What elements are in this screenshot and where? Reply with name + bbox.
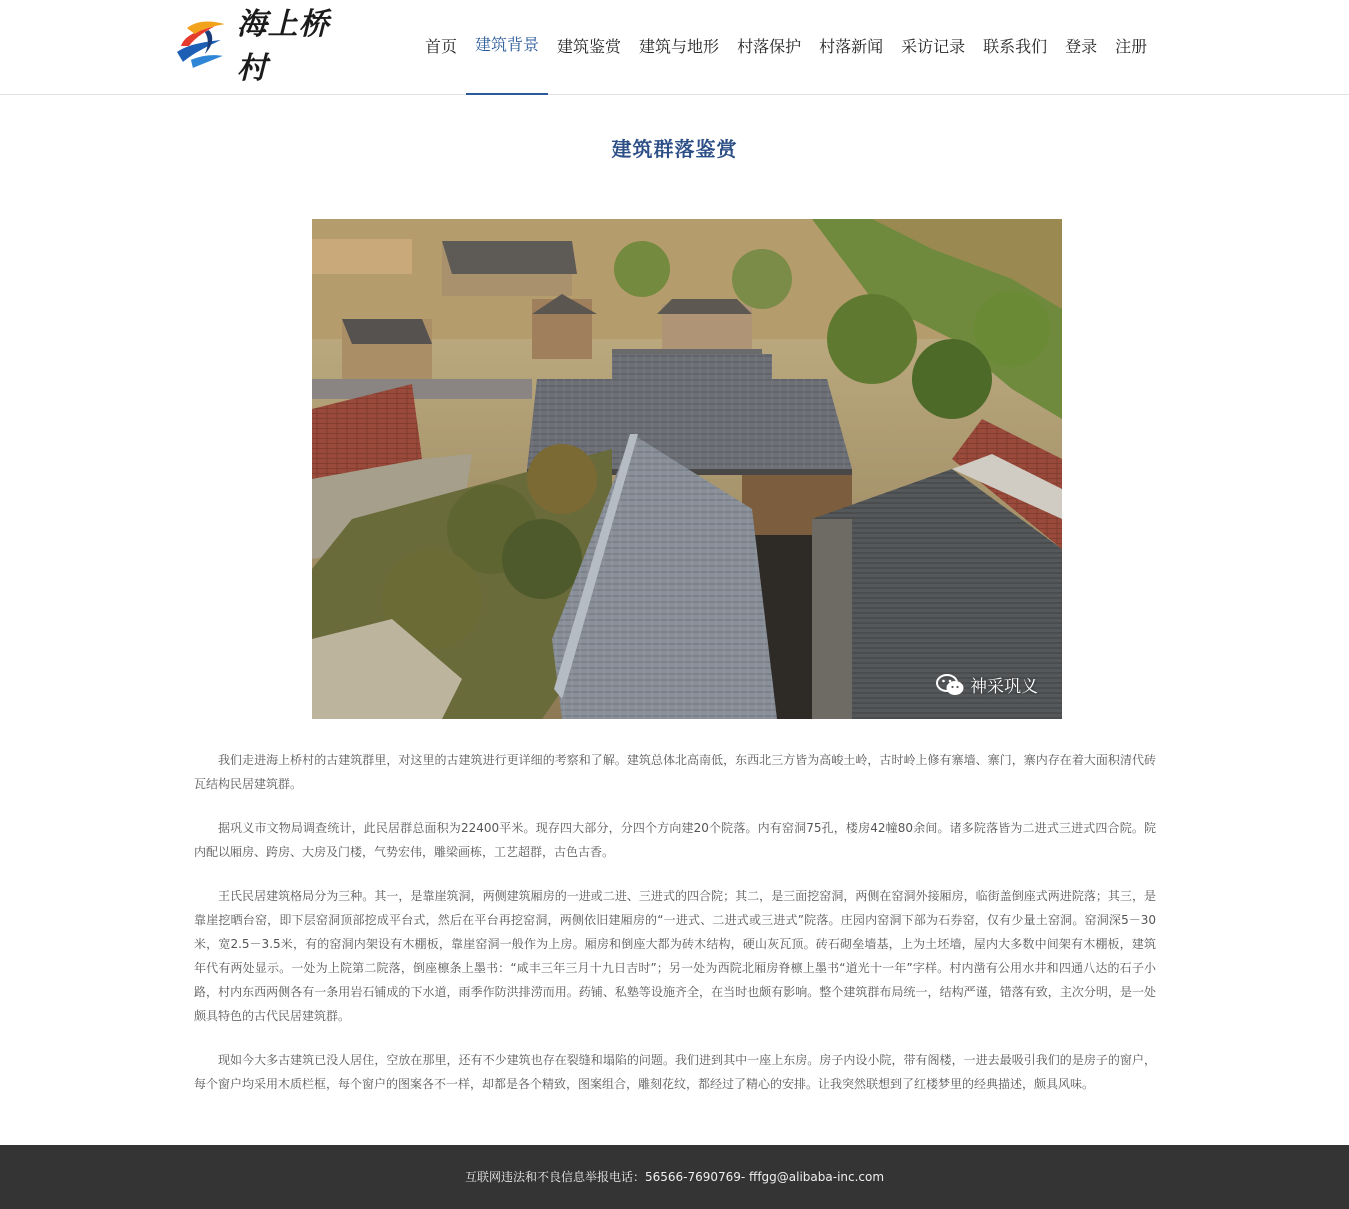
site-footer <box>0 1145 1349 1209</box>
article-paragraph: 我们走进海上桥村的古建筑群里，对这里的古建筑进行更详细的考察和了解。建筑总体北高南低，东西北三方皆为高峻土岭，古时岭上修有寨墙、寨门，寨内存在着大面积清代砖瓦结构民居建筑群。 <box>194 753 1156 791</box>
logo-emblem-icon <box>175 16 231 70</box>
site-header <box>0 0 1349 95</box>
nav-item-login[interactable]: 登录 <box>1065 37 1098 56</box>
nav-item-architecture-background[interactable]: 建筑背景 <box>466 0 548 94</box>
page-title: 建筑群落鉴赏 <box>611 137 738 161</box>
article-paragraph: 据巩义市文物局调查统计，此民居群总面积为22400平米。现存四大部分，分四个方向建20个院落。内有窑洞75孔，楼房42幢80余间。诸多院落皆为二进式三进式四合院。院内配以厢房、跨房、大房及门楼，气势宏伟，雕梁画栋，工艺超群，古色古香。 <box>194 821 1156 859</box>
article-paragraph: 王氏民居建筑格局分为三种。其一，是靠崖筑洞，两侧建筑厢房的一进或二进、三进式的四合院；其二，是三面挖窑洞，两侧在窑洞外接厢房，临街盖倒座式两进院落；其三，是靠崖挖晒台窑，即下层窑洞顶部挖成平台式，然后在平台再挖窑洞，两侧依旧建厢房的“一进式、二进式或三进式”院落。庄园内窑洞下部为石券窑，仅有少量土窑洞。窑洞深5－30米，宽2.5－3.5米，有的窑洞内架设有木棚板，靠崖窑洞一般作为上房。厢房和倒座大都为砖木结构，硬山灰瓦顶。砖石砌垒墙基，上为土坯墙，屋内大多数中间架有木棚板，建筑年代有两处显示。一处为上院第二院落，倒座檩条上墨书：“咸丰三年三月十九日吉时”；另一处为西院北厢房脊檩上墨书“道光十一年”字样。村内凿有公用水井和四通八达的石子小路，村内东西两侧各有一条用岩石铺成的下水道，雨季作防洪排涝而用。药铺、私塾等设施齐全，在当时也颇有影响。整个建筑群布局统一，结构严谨，错落有致，主次分明，是一处颇具特色的古代民居建筑群。 <box>194 889 1156 1023</box>
watermark-text: 神采巩义 <box>970 677 1038 697</box>
nav-item-village-news[interactable]: 村落新闻 <box>819 37 884 56</box>
nav-item-home[interactable]: 首页 <box>425 37 458 56</box>
nav-item-architecture-terrain[interactable]: 建筑与地形 <box>639 37 720 56</box>
main-nav <box>416 0 1156 94</box>
article-paragraph: 现如今大多古建筑已没人居住，空放在那里，还有不少建筑也存在裂缝和塌陷的问题。我们进到其中一座上东房。房子内设小院，带有阁楼，一进去最吸引我们的是房子的窗户，每个窗户均采用木质栏框，每个窗户的图案各不一样，却都是各个精致，图案组合，雕刻花纹，都经过了精心的安排。让我突然联想到了红楼梦里的经典描述，颇具风味。 <box>194 1053 1156 1091</box>
wechat-icon <box>936 673 964 697</box>
site-logo[interactable] <box>175 7 360 86</box>
nav-item-interview-records[interactable]: 采访记录 <box>901 37 966 56</box>
village-photo <box>312 219 1062 719</box>
footer-report-text: 互联网违法和不良信息举报电话：56566-7690769- fffgg@alibaba-inc.com <box>464 1170 885 1184</box>
logo-text: 海上桥村 <box>236 7 330 86</box>
watermark <box>936 672 1038 697</box>
nav-item-village-protection[interactable]: 村落保护 <box>737 37 802 56</box>
article-body <box>194 748 1156 1116</box>
village-rooftops-image <box>312 219 1062 719</box>
nav-item-architecture-appreciation[interactable]: 建筑鉴赏 <box>557 37 622 56</box>
nav-item-contact-us[interactable]: 联系我们 <box>983 37 1048 56</box>
nav-item-register[interactable]: 注册 <box>1115 37 1148 56</box>
